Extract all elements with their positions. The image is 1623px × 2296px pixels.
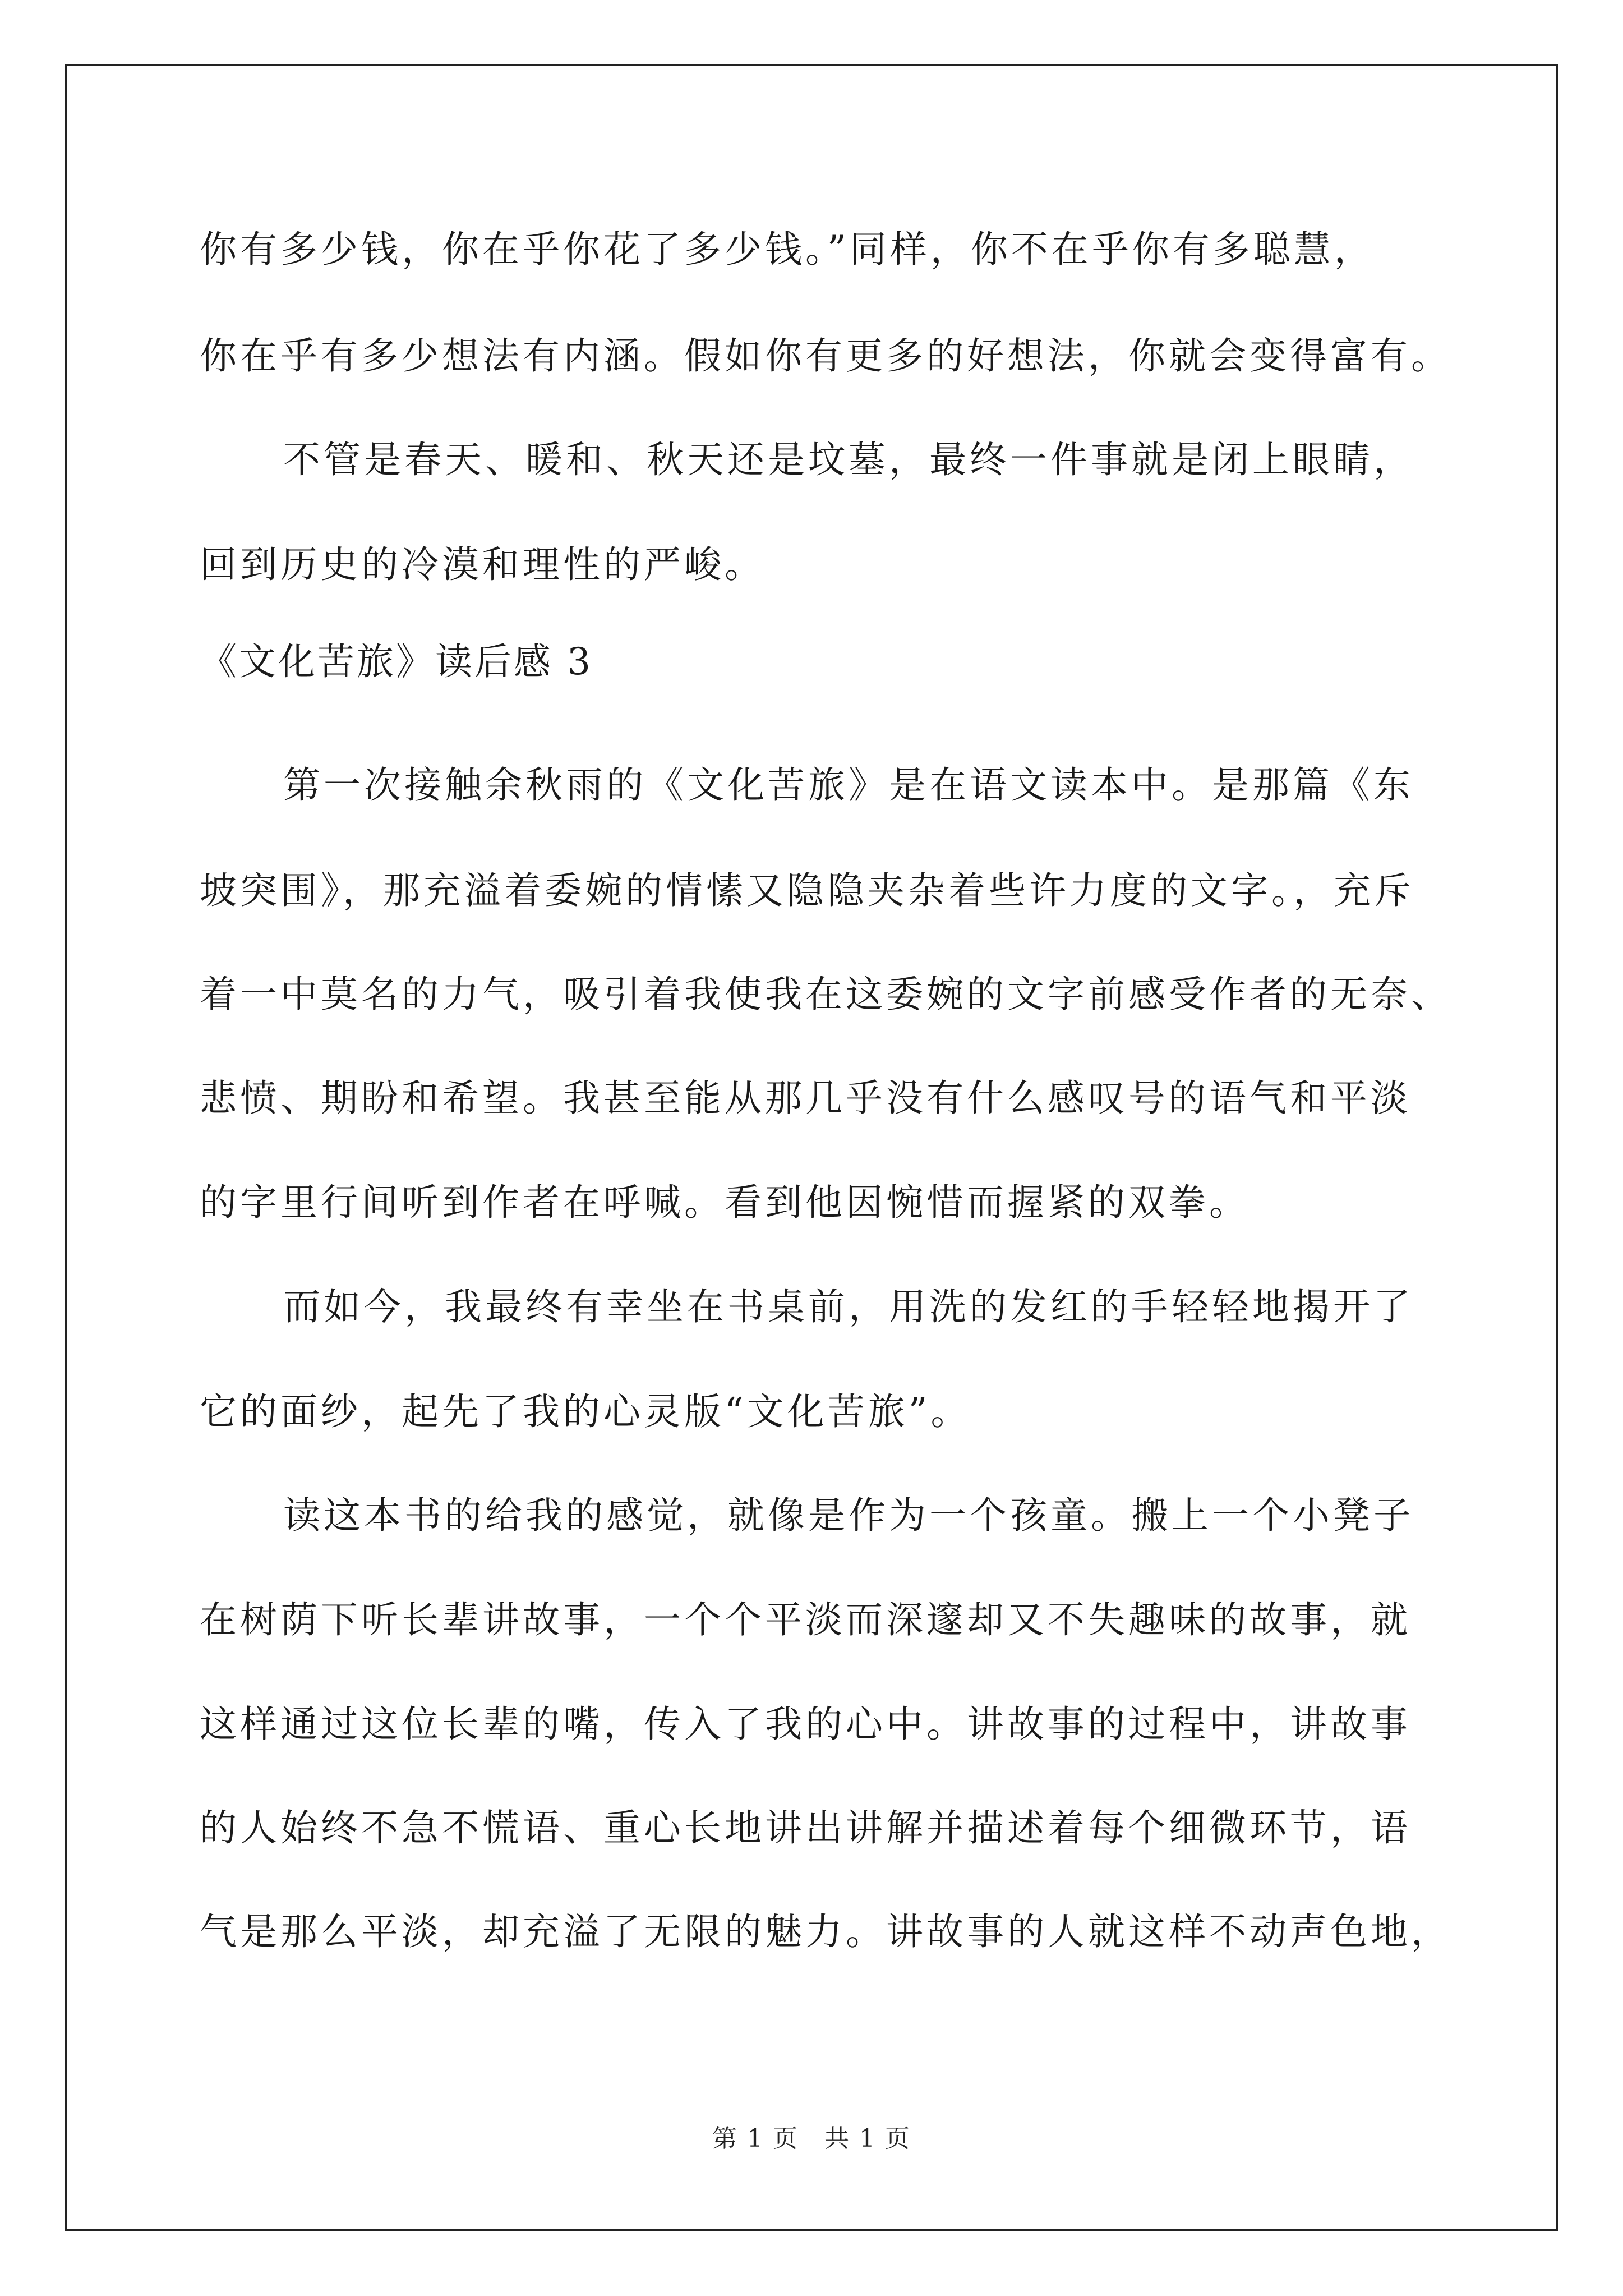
body-line: 回到历史的冷漠和理性的严峻。 (200, 543, 765, 586)
paragraph-first-line: 而如今，我最终有幸坐在书桌前，用洗的发红的手轻轻地揭开了 (283, 1285, 1414, 1328)
body-line: 它的面纱，起先了我的心灵版“文化苦旅”。 (200, 1390, 971, 1433)
paragraph-first-line: 不管是春天、暖和、秋天还是坟墓，最终一件事就是闭上眼睛， (283, 438, 1414, 481)
body-line: 你在乎有多少想法有内涵。假如你有更多的好想法，你就会变得富有。 (200, 334, 1451, 378)
body-line: 的字里行间听到作者在呼喊。看到他因惋惜而握紧的双拳。 (200, 1181, 1249, 1224)
body-line: 悲愤、期盼和希望。我甚至能从那几乎没有什么感叹号的语气和平淡 (200, 1076, 1411, 1120)
body-line: 气是那么平淡，却充溢了无限的魅力。讲故事的人就这样不动声色地， (200, 1910, 1451, 1953)
page-footer (0, 2123, 1623, 2155)
page-border (65, 64, 1558, 2231)
body-line: 着一中莫名的力气，吸引着我使我在这委婉的文字前感受作者的无奈、 (200, 973, 1451, 1016)
body-line: 坡突围》，那充溢着委婉的情愫又隐隐夹杂着些许力度的文字。，充斥 (200, 869, 1414, 912)
paragraph-first-line: 第一次接触余秋雨的《文化苦旅》是在语文读本中。是那篇《东 (283, 763, 1414, 807)
body-line: 的人始终不急不慌语、重心长地讲出讲解并描述着每个细微环节，语 (200, 1806, 1411, 1849)
section-heading: 《文化苦旅》读后感 3 (200, 640, 593, 683)
body-line: 你有多少钱，你在乎你花了多少钱。”同样，你不在乎你有多聪慧， (200, 228, 1375, 271)
body-line: 这样通过这位长辈的嘴，传入了我的心中。讲故事的过程中，讲故事 (200, 1703, 1411, 1746)
page-number: 第 1 页 (712, 2124, 799, 2153)
paragraph-first-line: 读这本书的给我的感觉，就像是作为一个孩童。搬上一个小凳子 (283, 1494, 1414, 1537)
body-line: 在树荫下听长辈讲故事，一个个平淡而深邃却又不失趣味的故事，就 (200, 1598, 1411, 1641)
page-total: 共 1 页 (824, 2124, 911, 2153)
